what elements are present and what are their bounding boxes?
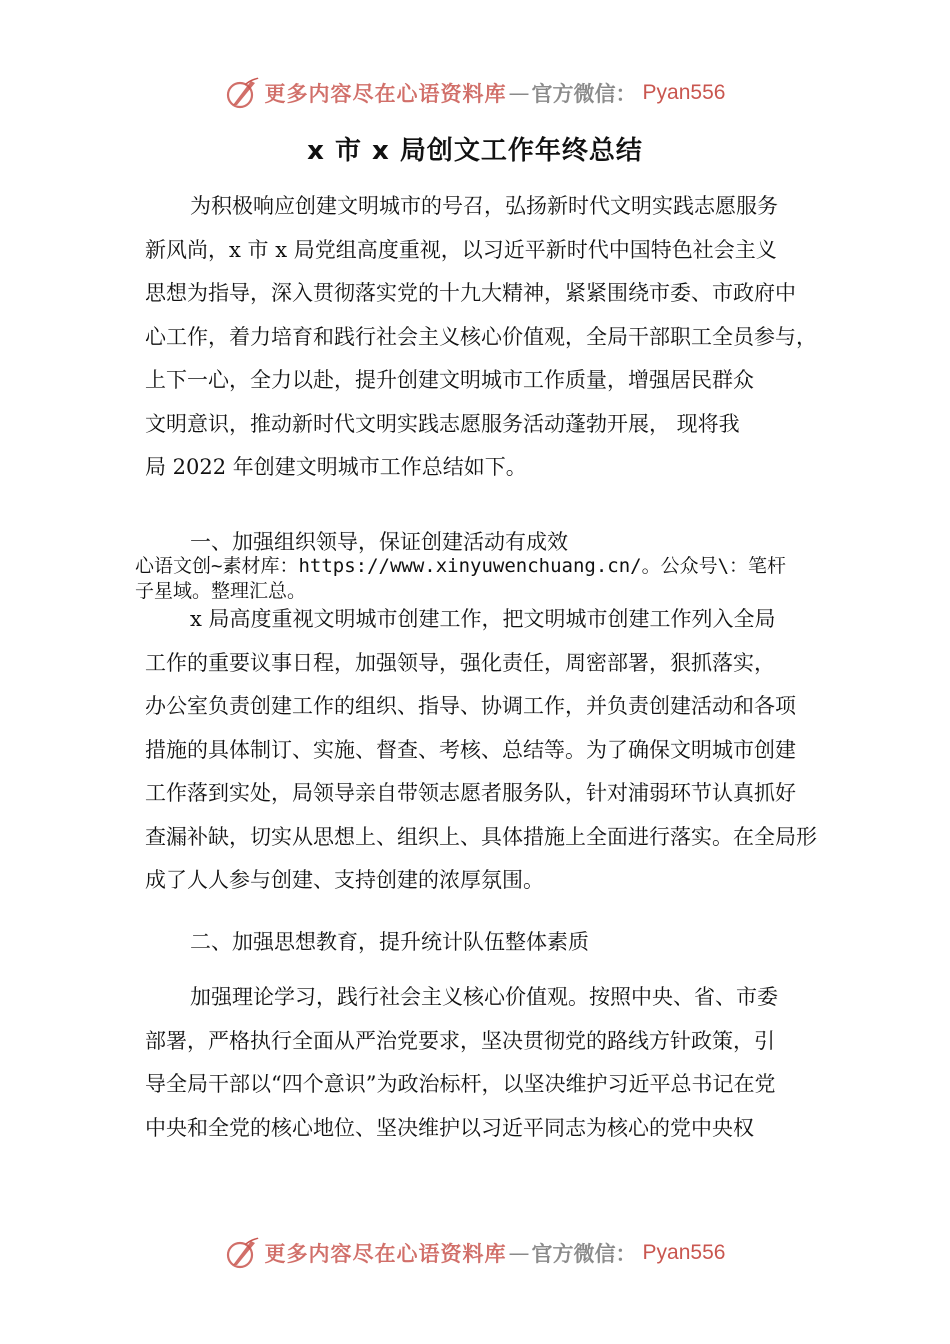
header-watermark <box>0 73 950 113</box>
footer-watermark <box>0 1233 950 1273</box>
section1-line: 工作落到实处，局领导亲自带领志愿者服务队，针对浦弱环节认真抓好 <box>145 781 796 805</box>
intro-line: 局 2022 年创建文明城市工作总结如下。 <box>145 455 527 479</box>
section2-line: 加强理论学习，践行社会主义核心价值观。按照中央、省、市委 <box>190 985 778 1009</box>
watermark-wechat-label: 官方微信： <box>531 82 637 106</box>
watermark-dash: — <box>508 81 530 105</box>
intro-line: 心工作，着力培育和践行社会主义核心价值观，全局干部职工全员参与， <box>145 324 817 349</box>
section1-line: 查漏补缺，切实从思想上、组织上、具体措施上全面进行落实。在全局形 <box>145 824 817 849</box>
intro-line: 新风尚，x 市 x 局党组高度重视，以习近平新时代中国特色社会主义 <box>145 237 777 262</box>
section2-line: 部署，严格执行全面从严治党要求，坚决贯彻党的路线方针政策，引 <box>145 1028 775 1053</box>
intro-line: 文明意识，推动新时代文明实践志愿服务活动蓬勃开展， 现将我 <box>145 411 740 436</box>
section1-line: x 局高度重视文明城市创建工作，把文明城市创建工作列入全局 <box>190 607 776 631</box>
promo-line: 心语文创~素材库：https://www.xinyuwenchuang.cn/。公众号\：笔杆 <box>135 555 787 577</box>
watermark-wechat-id: Pyan556 <box>642 81 726 104</box>
section2-heading: 二、加强思想教育，提升统计队伍整体素质 <box>190 930 589 954</box>
watermark-dash: — <box>508 1241 530 1265</box>
intro-paragraph <box>145 185 835 490</box>
intro-line: 为积极响应创建文明城市的号召，弘扬新时代文明实践志愿服务 <box>190 194 778 218</box>
promo-note <box>135 554 835 604</box>
section1-line: 成了人人参与创建、支持创建的浓厚氛围。 <box>145 868 544 892</box>
quill-pen-logo-icon <box>225 1235 261 1271</box>
watermark-text: 更多内容尽在心语资料库 <box>264 1242 507 1266</box>
section1-heading: 一、加强组织领导，保证创建活动有成效 <box>190 530 568 554</box>
section1-line: 办公室负责创建工作的组织、指导、协调工作，并负责创建活动和各项 <box>145 694 796 718</box>
watermark-wechat-id: Pyan556 <box>642 1241 726 1264</box>
section1-line: 工作的重要议事日程，加强领导，强化责任，周密部署，狠抓落实， <box>145 650 775 675</box>
section1-line: 措施的具体制订、实施、督查、考核、总结等。为了确保文明城市创建 <box>145 737 796 762</box>
intro-line: 上下一心，全力以赴，提升创建文明城市工作质量，增强居民群众 <box>145 368 754 392</box>
page-title: x 市 x 局创文工作年终总结 <box>307 136 643 166</box>
watermark-wechat-label: 官方微信： <box>531 1242 637 1266</box>
watermark-text: 更多内容尽在心语资料库 <box>264 82 507 106</box>
section2-line: 导全局干部以“四个意识”为政治标杆，以坚决维护习近平总书记在党 <box>145 1072 776 1096</box>
promo-line: 子星域。整理汇总。 <box>135 580 307 602</box>
section2-line: 中央和全党的核心地位、坚决维护以习近平同志为核心的党中央权 <box>145 1115 754 1140</box>
section2-paragraph <box>145 976 835 1150</box>
section1-paragraph <box>145 598 835 903</box>
quill-pen-logo-icon <box>225 75 261 111</box>
intro-line: 思想为指导，深入贯彻落实党的十九大精神，紧紧围绕市委、市政府中 <box>145 281 796 305</box>
